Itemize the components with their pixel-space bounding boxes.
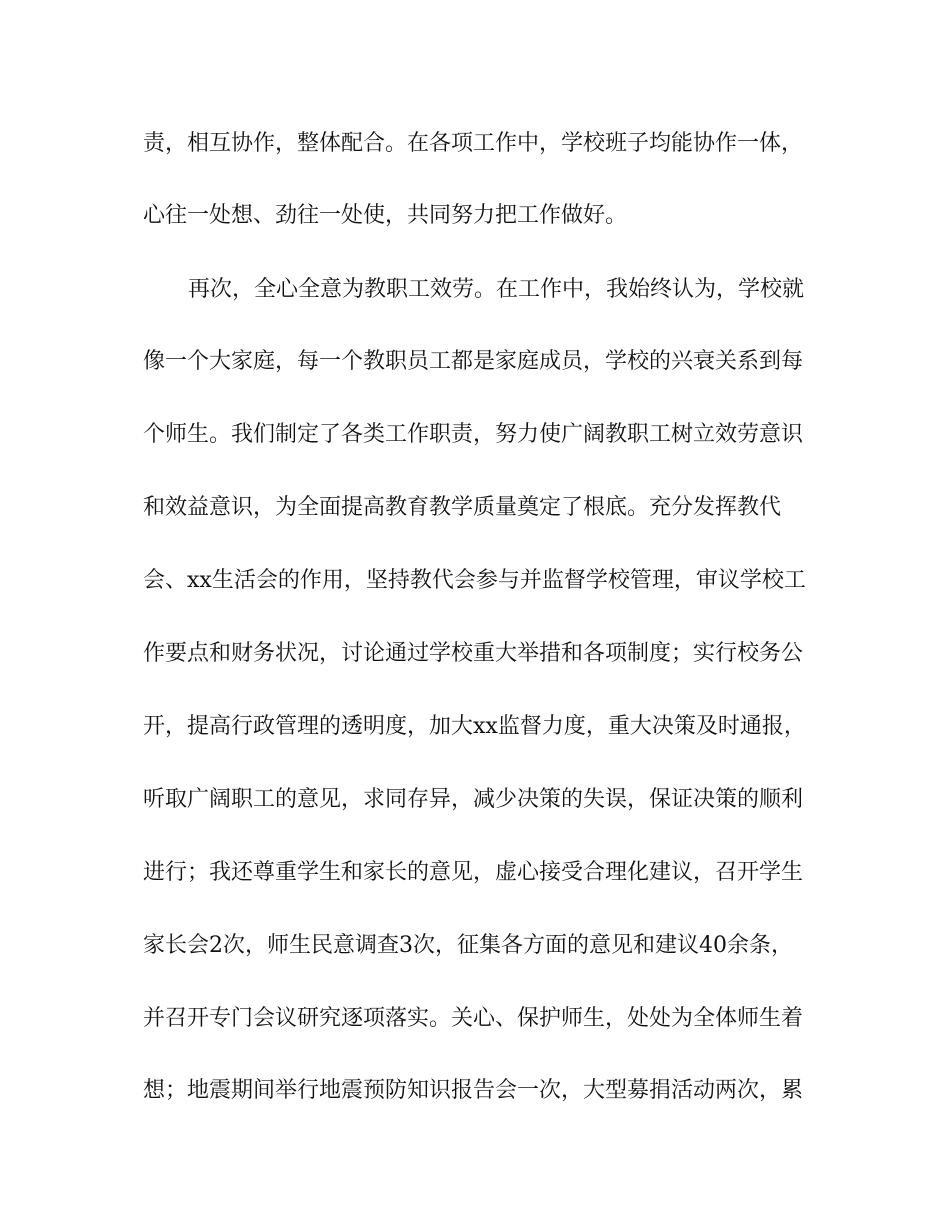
text-line: 想；地震期间举行地震预防知识报告会一次，大型募捐活动两次，累 (143, 1078, 804, 1103)
text-line: 像一个大家庭，每一个教职员工都是家庭成员，学校的兴衰关系到每 (143, 349, 804, 374)
text-line: 进行；我还尊重学生和家长的意见，虚心接受合理化建议，召开学生 (143, 860, 804, 885)
text-line: 个师生。我们制定了各类工作职责，努力使广阔教职工树立效劳意识 (143, 422, 804, 447)
text-line: 家长会2次，师生民意调查3次，征集各方面的意见和建议40余条， (143, 933, 793, 958)
text-line: 开，提高行政管理的透明度，加大xx监督力度，重大决策及时通报， (143, 714, 806, 739)
text-line: 责，相互协作，整体配合。在各项工作中，学校班子均能协作一体， (143, 131, 804, 156)
text-line: 作要点和财务状况，讨论通过学校重大举措和各项制度；实行校务公 (143, 641, 804, 666)
text-line: 并召开专门会议研究逐项落实。关心、保护师生，处处为全体师生着 (143, 1006, 804, 1031)
text-line: 听取广阔职工的意见，求同存异，减少决策的失误，保证决策的顺利 (143, 787, 804, 812)
text-line: 心往一处想、劲往一处使，共同努力把工作做好。 (143, 203, 628, 228)
text-line: 和效益意识，为全面提高教育教学质量奠定了根底。充分发挥教代 (143, 495, 782, 520)
paragraph-first-line: 再次，全心全意为教职工效劳。在工作中，我始终认为，学校就 (188, 277, 805, 302)
text-line: 会、xx生活会的作用，坚持教代会参与并监督学校管理，审议学校工 (143, 568, 806, 593)
